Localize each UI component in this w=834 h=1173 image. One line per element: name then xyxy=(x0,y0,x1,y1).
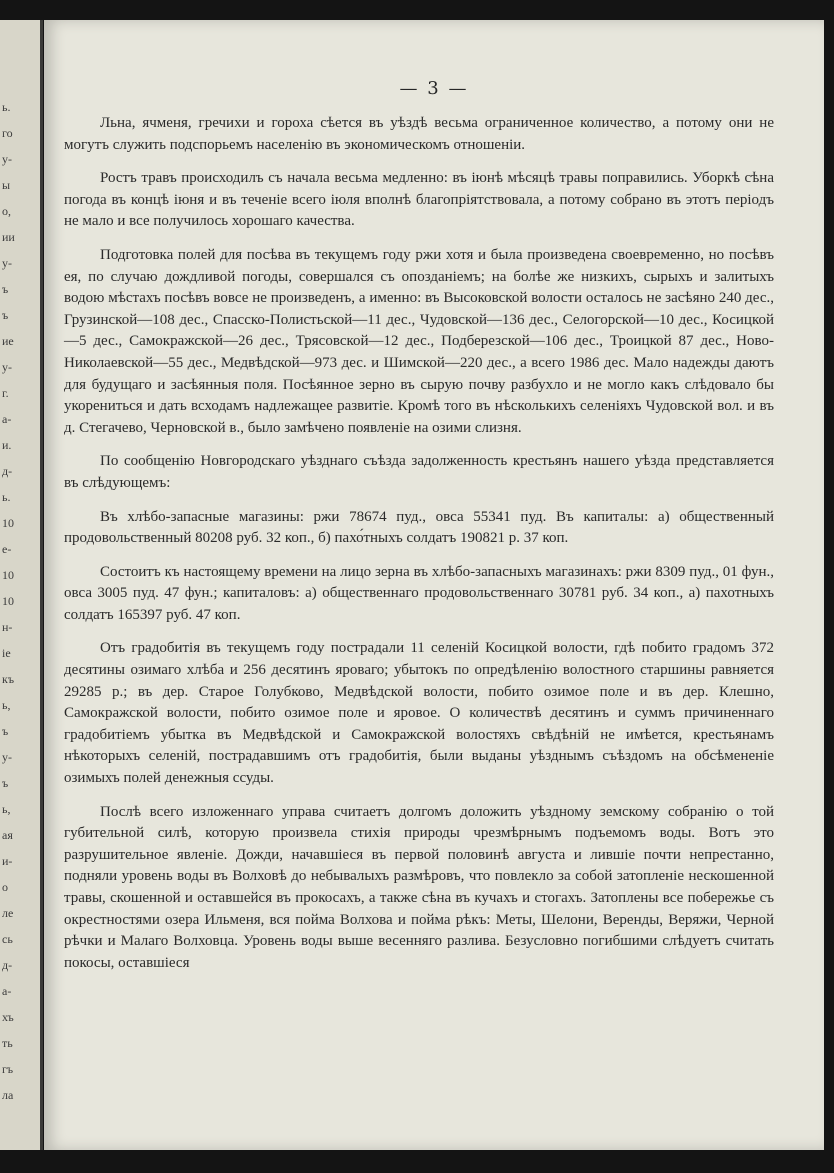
margin-fragment: и. xyxy=(2,438,12,452)
margin-fragment: у- xyxy=(2,750,12,764)
document-page xyxy=(44,20,824,1150)
margin-fragment: у- xyxy=(2,152,12,166)
margin-fragment: къ xyxy=(2,672,15,686)
body-text xyxy=(64,113,774,986)
margin-fragment: о xyxy=(2,880,8,894)
margin-fragment: гъ xyxy=(2,1062,14,1076)
page-number: — 3 — xyxy=(399,78,469,99)
margin-fragment: о, xyxy=(2,204,11,218)
margin-fragment: ь. xyxy=(2,490,11,504)
margin-fragment: хъ xyxy=(2,1010,14,1024)
margin-fragment: ла xyxy=(2,1088,14,1102)
margin-fragment: 10 xyxy=(2,568,14,582)
margin-fragment: ь. xyxy=(2,100,11,114)
margin-fragment: ы xyxy=(2,178,11,192)
margin-fragment: н- xyxy=(2,620,13,634)
margin-fragment: ь, xyxy=(2,698,11,712)
margin-fragment: у- xyxy=(2,256,12,270)
margin-fragment: е- xyxy=(2,542,12,556)
margin-fragment: ле xyxy=(2,906,14,920)
margin-fragment: а- xyxy=(2,412,12,426)
previous-page-margin xyxy=(0,20,43,1150)
paragraph-granaries: Въ хлѣбо-запасные магазины: ржи 78674 пуд., овса 55341 пуд. Въ капиталы: а) общественный продовольственный 80208 руб. 32 коп., б) пахо́тныхъ солдатъ 190821 р. 37 коп. xyxy=(64,508,774,547)
scan-border xyxy=(0,1150,834,1173)
paragraph-current-stock: Состоитъ къ настоящему времени на лицо зерна въ хлѣбо-запасныхъ магазинахъ: ржи 8309 пуд., 01 фун., овса 3005 пуд. 47 фун.; капиталовъ: а) общественнаго продовольственнаго 30781 руб. 34 коп., а) пахотныхъ солдатъ 165397 руб. 47 коп. xyxy=(64,563,774,623)
paragraph-debt-intro: По сообщенію Новгородскаго уѣзднаго съѣзда задолженность крестьянъ нашего уѣзда представляется въ слѣдующемъ: xyxy=(64,453,774,491)
margin-fragment: и- xyxy=(2,854,13,868)
margin-fragment: іе xyxy=(2,646,11,660)
margin-fragment: ть xyxy=(2,1036,13,1050)
margin-fragment: у- xyxy=(2,360,12,374)
margin-fragment: д- xyxy=(2,464,13,478)
margin-fragment: г. xyxy=(2,386,9,400)
margin-fragment: ъ xyxy=(2,308,9,322)
margin-fragment: ъ xyxy=(2,724,9,738)
margin-fragment: 10 xyxy=(2,516,14,530)
paragraph-field-preparation: Подготовка полей для посѣва въ текущемъ году ржи хотя и была произведена своевременно, но посѣвъ ея, по случаю дождливой погоды, совершался съ опозданіемъ; на болѣе же низкихъ, сырыхъ и залитыхъ водою мѣстахъ посѣвъ вовсе не произведенъ, а именно: въ Высоковской волости осталось не засѣяно 240 дес., Грузинской—108 дес., Спасско-Полистьской—11 дес., Чудовской—136 дес., Селогорской—10 дес., Косицкой—5 дес., Самокражской—26 дес., Трясовской—12 дес., Подберезской—106 дес., Троицкой 87 дес., Ново-Николаевской—55 дес., Медвѣдской—973 дес. и Шимской—220 дес., а всего 1986 дес. Мало надежды даютъ для будущаго и засѣянныя поля. Посѣянное зерно въ сырую почву разбухло и не могло какъ слѣдовало бы укорениться и дать всходамъ надлежащее развитіе. Кромѣ того въ нѣсколькихъ селеніяхъ Чудовской вол. и въ д. Стегачево, Черновской в., было замѣчено появленіе на озими слизня. xyxy=(64,246,774,436)
margin-fragment: ь, xyxy=(2,802,11,816)
margin-fragment: го xyxy=(2,126,13,140)
paragraph-grass: Ростъ травъ происходилъ съ начала весьма медленно: въ іюнѣ мѣсяцѣ травы поправились. Уборкѣ сѣна погода въ концѣ іюня и въ теченіе всего іюля вполнѣ благопріятствовала, а потому собрано въ этотъ періодъ не мало и все получилось хорошаго качества. xyxy=(64,170,774,230)
paragraph-flax: Льна, ячменя, гречихи и гороха сѣется въ уѣздѣ весьма ограниченное количество, а потому они не могутъ служить подспорьемъ населенію въ экономическомъ отношеніи. xyxy=(64,115,774,153)
paragraph-hail: Отъ градобитія въ текущемъ году пострадали 11 селеній Косицкой волости, гдѣ побито градомъ 372 десятины озимаго хлѣба и 256 десятинъ яроваго; убытокъ по опредѣленію волостного старшины равняется 29285 р.; въ дер. Старое Голубково, Медвѣдской волости, побито озимое поле и въ дер. Клешно, Самокражской волости, побито озимое поле и яровое. О количествѣ десятинъ и суммъ причиненнаго градобитіемъ убытка въ Медвѣдской и Самокражской волостяхъ свѣдѣній не имѣется, крестьянамъ нѣкоторыхъ селеній, пострадавшимъ отъ градобитія, были выданы уѣзднымъ съѣздомъ на обсѣмененіе озимыхъ полей денежныя ссуды. xyxy=(64,640,774,787)
margin-fragment: ии xyxy=(2,230,15,244)
margin-fragment: а- xyxy=(2,984,12,998)
margin-fragment: ъ xyxy=(2,776,9,790)
margin-fragment: ие xyxy=(2,334,14,348)
paragraph-flood: Послѣ всего изложеннаго управа считаетъ долгомъ доложить уѣздному земскому собранію о той губительной силѣ, которую произвела стихія природы чрезмѣрнымъ подъемомъ воды. Вотъ это разрушительное явленіе. Дожди, начавшіеся въ первой половинѣ августа и лившіе почти непрестанно, подняли уровень воды въ Волховѣ до небывалыхъ размѣровъ, что повлекло за собой затопленіе нескошенной травы, скошенной и оставшейся въ прокосахъ, а также сѣна въ кучахъ и стогахъ. Затоплены все побережье съ окрестностями озера Ильменя, вся пойма Волхова и пойма рѣкъ: Меты, Шелони, Веренды, Веряжи, Черной рѣчки и Малаго Волховца. Уровень воды выше весенняго разлива. Безусловно погибшими слѣдуетъ считать покосы, оставшіеся xyxy=(64,803,774,971)
margin-fragment: 10 xyxy=(2,594,14,608)
margin-fragment: ъ xyxy=(2,282,9,296)
margin-fragment: ая xyxy=(2,828,13,842)
margin-fragment: д- xyxy=(2,958,13,972)
margin-fragment: сь xyxy=(2,932,13,946)
